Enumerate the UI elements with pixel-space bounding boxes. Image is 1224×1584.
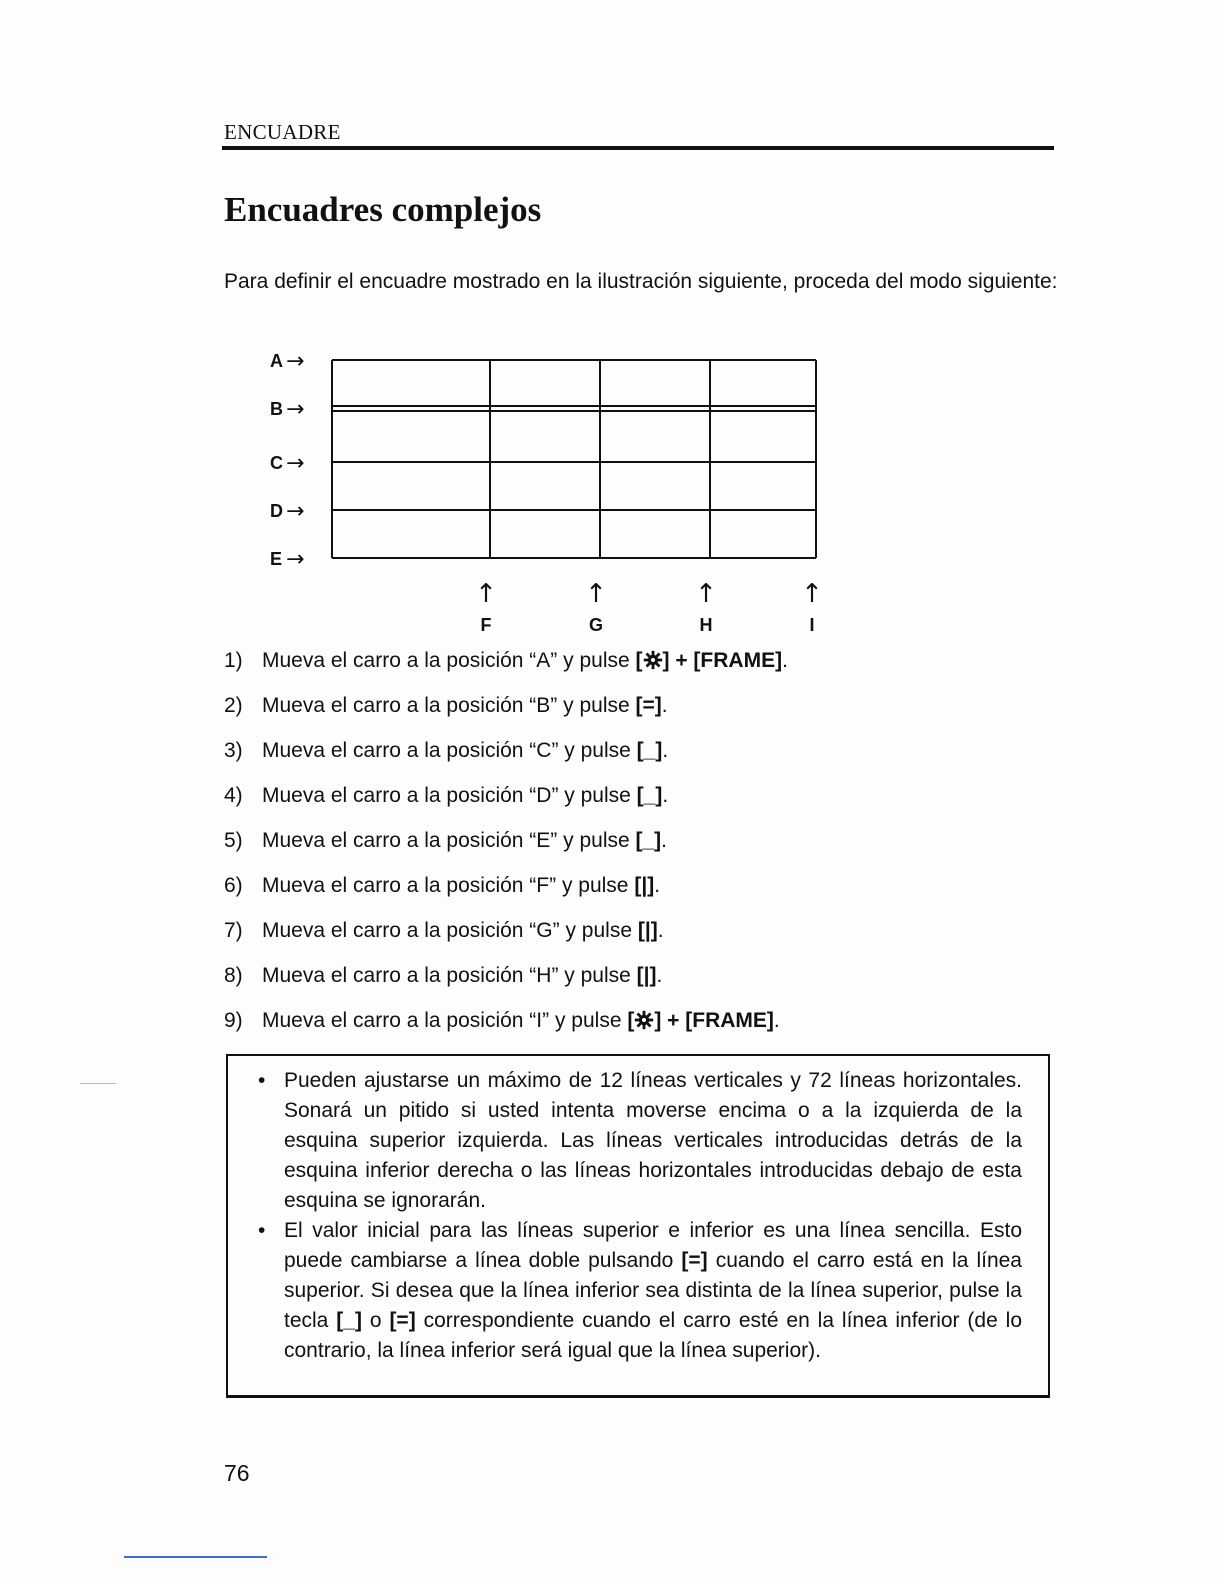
bullet: •: [258, 1069, 266, 1092]
key-label: [: [635, 649, 643, 672]
frame-grid: [332, 360, 816, 558]
step-text: Mueva el carro a la posición “H” y pulse: [262, 964, 637, 987]
step-item: [224, 868, 788, 913]
key-label: [_]: [636, 784, 663, 807]
key-double-line: [=]: [681, 1249, 708, 1272]
note-item: [258, 1216, 1022, 1366]
bottom-mark: [124, 1556, 267, 1558]
key-label: [_]: [635, 829, 662, 852]
step-item: [224, 778, 788, 823]
code-key-icon: [634, 1006, 654, 1026]
step-end: .: [657, 919, 664, 942]
note-text: El valor inicial para las líneas superior e inferior es una línea sencilla. Esto puede cambiarse a línea doble pulsando: [284, 1219, 1022, 1272]
step-text: Mueva el carro a la posición “A” y pulse: [262, 649, 636, 672]
key-double-line: [=]: [389, 1309, 416, 1332]
header-rule: [222, 146, 1054, 150]
column-labels: [475, 579, 823, 635]
note-text: Pueden ajustarse un máximo de 12 líneas verticales y 72 líneas horizontales. Sonará un pitido si usted intenta moverse encima o a la izquierda de la esquina superior izquierda. Las líneas verticales introducidas detrás de la esquina inferior derecha o las líneas horizontales introducidas debajo de esta esquina se ignorarán.: [284, 1069, 1022, 1212]
arrow-up-icon: ↑: [801, 579, 823, 609]
step-end: .: [662, 784, 669, 807]
code-key-icon: [643, 646, 663, 666]
key-label: ] + [FRAME]: [662, 649, 783, 672]
key-label: [_]: [636, 739, 663, 762]
step-text: Mueva el carro a la posición “D” y pulse: [262, 784, 637, 807]
row-label: C: [270, 453, 283, 473]
arrow-up-icon: ↑: [695, 579, 717, 609]
page-title: Encuadres complejos: [224, 190, 542, 229]
step-text: Mueva el carro a la posición “E” y pulse: [262, 829, 636, 852]
column-label: H: [699, 615, 713, 635]
step-item: [224, 913, 788, 958]
note-text: o: [369, 1309, 382, 1332]
frame-diagram: [260, 344, 840, 640]
section-header: ENCUADRE: [224, 120, 341, 144]
key-label: [|]: [636, 964, 657, 987]
arrow-up-icon: ↑: [585, 579, 607, 609]
step-number: 5): [224, 829, 243, 852]
bullet: •: [258, 1219, 266, 1242]
page-number: 76: [224, 1460, 250, 1486]
key-label: [|]: [637, 919, 658, 942]
row-labels: [270, 349, 304, 572]
step-text: Mueva el carro a la posición “I” y pulse: [262, 1009, 628, 1032]
step-text: Mueva el carro a la posición “F” y pulse: [262, 874, 635, 897]
arrow-up-icon: ↑: [475, 579, 497, 609]
key-label: ] + [FRAME]: [654, 1009, 774, 1032]
step-end: .: [662, 739, 669, 762]
step-text: Mueva el carro a la posición “G” y pulse: [262, 919, 638, 942]
step-end: .: [656, 964, 663, 987]
step-item: [224, 733, 788, 778]
step-end: .: [773, 1009, 780, 1032]
step-end: .: [661, 694, 668, 717]
row-label: B: [270, 399, 283, 419]
step-number: 7): [224, 919, 243, 942]
column-label: I: [809, 615, 815, 635]
step-end: .: [661, 829, 668, 852]
note-box: [226, 1054, 1050, 1398]
step-item: [224, 643, 788, 688]
step-number: 8): [224, 964, 243, 987]
step-number: 9): [224, 1009, 243, 1032]
step-item: [224, 823, 788, 868]
step-item: [224, 958, 788, 1003]
step-item: [224, 1003, 788, 1048]
intro-paragraph: Para definir el encuadre mostrado en la ilustración siguiente, proceda del modo siguiente:: [224, 270, 1058, 293]
step-end: .: [654, 874, 661, 897]
note-list: [258, 1066, 1022, 1366]
step-number: 6): [224, 874, 243, 897]
note-text: correspondiente cuando el carro esté en la línea inferior (de lo contrario, la línea inferior será igual que la línea superior).: [284, 1309, 1023, 1362]
step-text: Mueva el carro a la posición “C” y pulse: [262, 739, 637, 762]
arrow-right-icon: →: [286, 349, 305, 374]
row-label: D: [270, 501, 283, 521]
step-number: 3): [224, 739, 243, 762]
column-label: F: [480, 615, 492, 635]
step-number: 4): [224, 784, 243, 807]
key-label: [=]: [635, 694, 662, 717]
arrow-right-icon: →: [286, 547, 305, 572]
note-item: [258, 1066, 1022, 1216]
row-label: A: [270, 351, 283, 371]
margin-mark: [80, 1083, 116, 1084]
key-label: [|]: [634, 874, 655, 897]
column-label: G: [588, 615, 604, 635]
arrow-right-icon: →: [286, 397, 305, 422]
note-text: cuando el carro está en la línea superior. Si desea que la línea inferior sea distinta de la línea superior, pulse la tecla: [284, 1249, 1022, 1332]
step-text: Mueva el carro a la posición “B” y pulse: [262, 694, 636, 717]
step-number: 1): [224, 649, 243, 672]
steps-list: [224, 643, 788, 1048]
arrow-right-icon: →: [286, 451, 305, 476]
arrow-right-icon: →: [286, 499, 305, 524]
step-item: [224, 688, 788, 733]
step-end: .: [782, 649, 788, 672]
step-number: 2): [224, 694, 243, 717]
row-label: E: [270, 549, 283, 569]
key-label: [: [627, 1009, 635, 1032]
key-single-line: [_]: [336, 1309, 362, 1332]
